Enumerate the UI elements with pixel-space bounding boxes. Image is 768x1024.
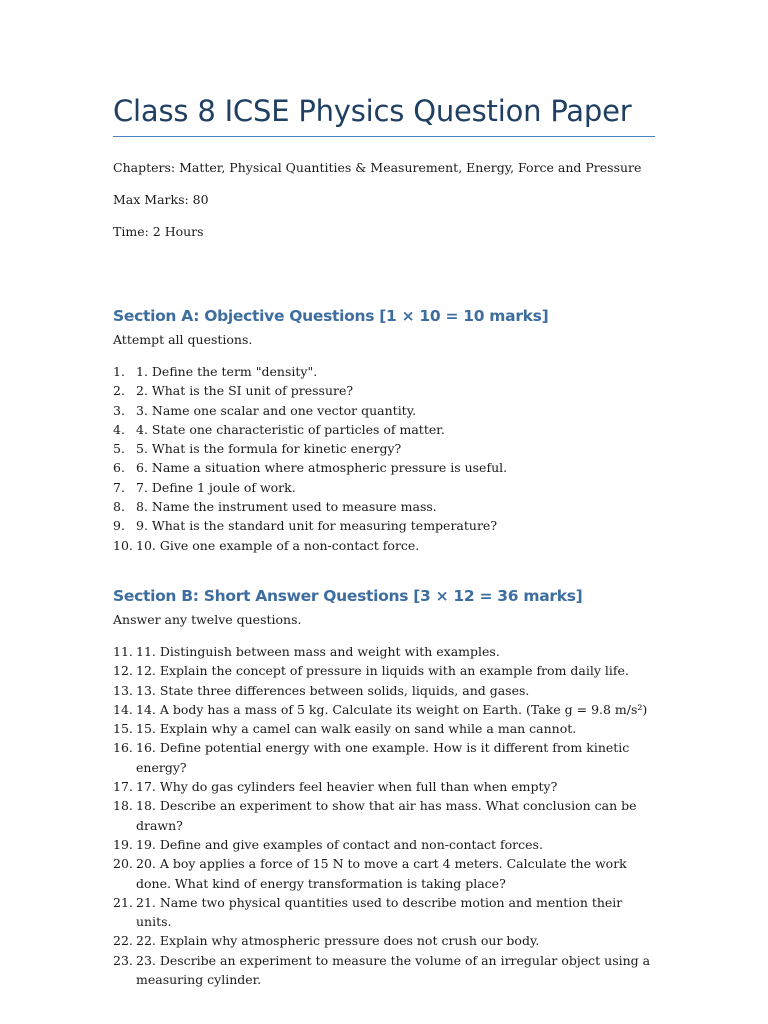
question-number: 10. <box>113 537 133 553</box>
question-text: 12. Explain the concept of pressure in liquids with an example from daily life. <box>136 663 629 679</box>
question-number: 8. <box>113 499 125 515</box>
question-text: 16. Define potential energy with one example. How is it different from kinetic energy? <box>136 740 630 775</box>
question-number: 23. <box>113 952 133 968</box>
question-item <box>113 536 658 555</box>
question-number: 4. <box>113 421 125 437</box>
question-number: 1. <box>113 364 125 379</box>
question-item <box>113 497 658 516</box>
question-text: 21. Name two physical quantities used to describe motion and mention their units. <box>136 894 623 930</box>
question-number: 14. <box>113 701 133 717</box>
question-item <box>113 835 658 854</box>
question-number: 16. <box>113 740 133 756</box>
question-text: 22. Explain why atmospheric pressure does not crush our body. <box>136 933 540 949</box>
question-item <box>113 893 658 932</box>
question-item <box>113 439 658 458</box>
question-number: 3. <box>113 402 125 418</box>
question-text: 11. Distinguish between mass and weight with examples. <box>136 644 500 659</box>
section-b-instruction: Answer any twelve questions. <box>113 612 302 627</box>
question-number: 9. <box>113 518 125 534</box>
question-number: 19. <box>113 836 133 852</box>
question-text: 19. Define and give examples of contact and non-contact forces. <box>136 836 543 852</box>
question-number: 2. <box>113 383 125 399</box>
question-text: 23. Describe an experiment to measure the volume of an irregular object using a measuring cylinder. <box>136 952 651 988</box>
question-text: 1. Define the term "density". <box>136 364 318 379</box>
question-number: 7. <box>113 479 125 495</box>
question-text: 6. Name a situation where atmospheric pressure is useful. <box>136 460 508 476</box>
section-a-instruction: Attempt all questions. <box>113 332 253 347</box>
question-number: 12. <box>113 663 133 679</box>
question-number: 13. <box>113 682 133 698</box>
question-item <box>113 420 658 439</box>
question-text: 4. State one characteristic of particles of matter. <box>136 421 445 437</box>
question-text: 2. What is the SI unit of pressure? <box>136 383 354 399</box>
question-item <box>113 642 658 661</box>
question-text: 13. State three differences between solids, liquids, and gases. <box>136 682 530 698</box>
question-number: 5. <box>113 441 125 457</box>
max-marks-line: Max Marks: 80 <box>113 192 209 207</box>
question-number: 18. <box>113 798 133 814</box>
section-a-heading: Section A: Objective Questions [1 × 10 = 10 marks] <box>113 307 549 325</box>
question-item <box>113 681 658 700</box>
question-item <box>113 700 658 719</box>
question-item <box>113 931 658 950</box>
section-b-heading: Section B: Short Answer Questions [3 × 12 = 36 marks] <box>113 587 583 605</box>
question-text: 3. Name one scalar and one vector quantity. <box>136 402 417 418</box>
question-item <box>113 719 658 738</box>
question-text: 14. A body has a mass of 5 kg. Calculate its weight on Earth. (Take g = 9.8 m/s²) <box>136 701 648 717</box>
question-item <box>113 854 658 893</box>
section-a-question-list <box>113 362 658 555</box>
question-item <box>113 516 658 535</box>
question-item <box>113 478 658 497</box>
question-number: 11. <box>113 644 133 659</box>
question-item <box>113 362 658 381</box>
question-item <box>113 777 658 796</box>
question-number: 22. <box>113 933 133 949</box>
question-number: 17. <box>113 779 133 795</box>
chapters-line: Chapters: Matter, Physical Quantities & Measurement, Energy, Force and Pressure <box>113 160 642 175</box>
question-number: 15. <box>113 721 133 737</box>
question-text: 8. Name the instrument used to measure mass. <box>136 499 437 515</box>
question-text: 5. What is the formula for kinetic energy? <box>136 441 402 457</box>
question-item <box>113 796 658 835</box>
question-text: 9. What is the standard unit for measuring temperature? <box>136 518 498 534</box>
question-item <box>113 381 658 400</box>
question-item <box>113 401 658 420</box>
question-text: 20. A boy applies a force of 15 N to move a cart 4 meters. Calculate the work done. What kind of energy transformation is taking place? <box>136 856 627 891</box>
question-text: 15. Explain why a camel can walk easily on sand while a man cannot. <box>136 721 577 737</box>
question-item <box>113 951 658 990</box>
question-text: 7. Define 1 joule of work. <box>136 479 296 495</box>
question-item <box>113 738 658 777</box>
question-text: 18. Describe an experiment to show that air has mass. What conclusion can be drawn? <box>136 798 637 833</box>
question-text: 10. Give one example of a non-contact force. <box>136 537 420 553</box>
time-line: Time: 2 Hours <box>113 224 204 239</box>
section-b-question-list <box>113 642 658 989</box>
question-number: 20. <box>113 856 133 872</box>
question-text: 17. Why do gas cylinders feel heavier when full than when empty? <box>136 779 558 795</box>
question-number: 6. <box>113 460 125 476</box>
document-title: Class 8 ICSE Physics Question Paper <box>113 94 655 137</box>
question-number: 21. <box>113 894 133 910</box>
question-item <box>113 458 658 477</box>
question-item <box>113 661 658 680</box>
